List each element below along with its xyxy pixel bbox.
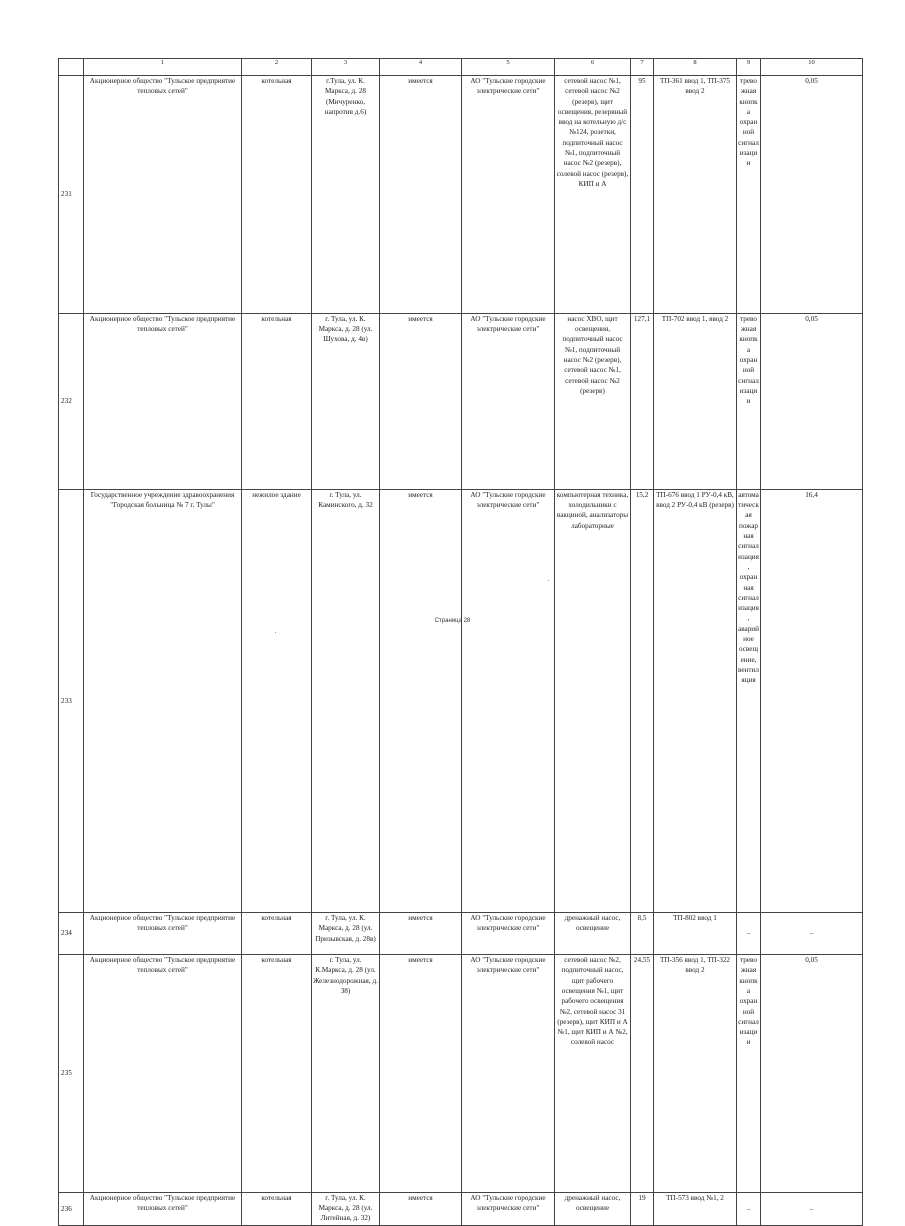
row-number: 233 xyxy=(59,489,84,912)
column-number-corner xyxy=(59,59,84,76)
power-cell: 15,2 xyxy=(631,489,654,912)
alarm-cell: автоматическая пожарная сигнализация, охранная сигнализация, аварийное освещение, вентиляция xyxy=(737,489,761,912)
backup-power-cell: – xyxy=(761,913,863,955)
backup-power-cell: 16,4 xyxy=(761,489,863,912)
page-number: Страница 28 xyxy=(434,618,471,624)
object-type-cell: котельная xyxy=(242,913,312,955)
status-cell: имеется xyxy=(380,313,462,489)
equipment-cell: сетевой насос №1, сетевой насос №2 (резерв), щит освещения, резервный ввод на котельную д/с №124, розетки, подпиточный насос №1, подпиточный насос №2 (резерв), солевой насос (резерв), КИП и А xyxy=(555,76,631,314)
column-number: 6 xyxy=(555,59,631,76)
table-row xyxy=(59,489,863,912)
column-number: 2 xyxy=(242,59,312,76)
table-row xyxy=(59,955,863,1193)
equipment-cell: компьютерная техника, холодильники с вакциной, анализаторы лабораторные xyxy=(555,489,631,912)
feed-cell: ТП-361 ввод 1, ТП-375 ввод 2 xyxy=(654,76,737,314)
status-cell: имеется xyxy=(380,1192,462,1225)
organization-cell: Акционерное общество "Тульское предприятие тепловых сетей" xyxy=(84,913,242,955)
supplier-cell: АО "Тульские городские электрические сети" xyxy=(462,76,555,314)
object-type-cell: котельная xyxy=(242,955,312,1193)
power-cell: 24,55 xyxy=(631,955,654,1193)
column-number: 9 xyxy=(737,59,761,76)
row-number: 231 xyxy=(59,76,84,314)
address-cell: г. Тула, ул. К. Маркса, д. 28 (ул. Литейная, д. 32) xyxy=(312,1192,380,1225)
supplier-cell: АО "Тульские городские электрические сети" xyxy=(462,1192,555,1225)
supplier-cell: АО "Тульские городские электрические сети" xyxy=(462,913,555,955)
column-number: 4 xyxy=(380,59,462,76)
equipment-cell: дренажный насос, освещение xyxy=(555,1192,631,1225)
status-cell: имеется xyxy=(380,955,462,1193)
column-number: 7 xyxy=(631,59,654,76)
alarm-cell: тревожная кнопка охранной сигнализации xyxy=(737,313,761,489)
power-cell: 8,5 xyxy=(631,913,654,955)
row-number: 232 xyxy=(59,313,84,489)
column-number: 8 xyxy=(654,59,737,76)
alarm-cell: тревожная кнопка охранной сигнализации xyxy=(737,76,761,314)
object-type-cell: нежилое здание xyxy=(242,489,312,912)
object-type-cell: котельная xyxy=(242,313,312,489)
row-number: 236 xyxy=(59,1192,84,1225)
supplier-cell: АО "Тульские городские электрические сети" xyxy=(462,313,555,489)
row-number: 235 xyxy=(59,955,84,1193)
organization-cell: Акционерное общество "Тульское предприятие тепловых сетей" xyxy=(84,955,242,1193)
alarm-cell: – xyxy=(737,1192,761,1225)
status-cell: имеется xyxy=(380,913,462,955)
column-number: 5 xyxy=(462,59,555,76)
table-row xyxy=(59,313,863,489)
alarm-cell: тревожная кнопка охранной сигнализации xyxy=(737,955,761,1193)
column-number: 10 xyxy=(761,59,863,76)
organization-cell: Акционерное общество "Тульское предприятие тепловых сетей" xyxy=(84,1192,242,1225)
organization-cell: Акционерное общество "Тульское предприятие тепловых сетей" xyxy=(84,76,242,314)
backup-power-cell: – xyxy=(761,1192,863,1225)
equipment-cell: насос ХВО, щит освещения, подпиточный насос №1, подпиточный насос №2 (резерв), сетевой насос №1, сетевой насос №2 (резерв) xyxy=(555,313,631,489)
feed-cell: ТП-702 ввод 1, ввод 2 xyxy=(654,313,737,489)
backup-power-cell: 0,05 xyxy=(761,955,863,1193)
power-cell: 95 xyxy=(631,76,654,314)
alarm-cell: – xyxy=(737,913,761,955)
power-cell: 19 xyxy=(631,1192,654,1225)
address-cell: г. Тула, ул. Каминского, д. 32 xyxy=(312,489,380,912)
scan-speck xyxy=(275,632,276,633)
address-cell: г. Тула, ул. К. Маркса, д. 28 (ул. Шухова, д. 4в) xyxy=(312,313,380,489)
feed-cell: ТП-356 ввод 1, ТП-322 ввод 2 xyxy=(654,955,737,1193)
status-cell: имеется xyxy=(380,76,462,314)
object-type-cell: котельная xyxy=(242,76,312,314)
organization-cell: Акционерное общество "Тульское предприятие тепловых сетей" xyxy=(84,313,242,489)
equipment-cell: дренажный насос, освещение xyxy=(555,913,631,955)
supplier-cell: АО "Тульские городские электрические сети" xyxy=(462,955,555,1193)
backup-power-cell: 0,05 xyxy=(761,76,863,314)
scan-speck xyxy=(548,580,549,581)
feed-cell: ТП-573 ввод №1, 2 xyxy=(654,1192,737,1225)
feed-cell: ТП-676 ввод 1 РУ-0,4 кВ, ввод 2 РУ-0,4 кВ (резерв) xyxy=(654,489,737,912)
supplier-cell: АО "Тульские городские электрические сети" xyxy=(462,489,555,912)
table-row xyxy=(59,1192,863,1225)
table-row xyxy=(59,76,863,314)
power-cell: 127,1 xyxy=(631,313,654,489)
address-cell: г. Тула, ул. К.Маркса, д. 28 (ул. Железнодорожная, д. 38) xyxy=(312,955,380,1193)
table-row xyxy=(59,913,863,955)
feed-cell: ТП-802 ввод 1 xyxy=(654,913,737,955)
address-cell: г. Тула, ул. К. Маркса, д. 28 (ул. Призывская, д. 28в) xyxy=(312,913,380,955)
column-number: 3 xyxy=(312,59,380,76)
row-number: 234 xyxy=(59,913,84,955)
equipment-cell: сетевой насос №2, подпиточный насос, щит рабочего освещения №1, щит рабочего освещения №2, сетевой насос 31 (резерв), щит КИП и А №1, щит КИП и А №2, солевой насос xyxy=(555,955,631,1193)
column-number-row xyxy=(59,59,863,76)
register-table xyxy=(58,58,863,1226)
column-number: 1 xyxy=(84,59,242,76)
address-cell: г.Тула, ул. К. Маркса, д. 28 (Мичуренко, напротив д.6) xyxy=(312,76,380,314)
status-cell: имеется xyxy=(380,489,462,912)
object-type-cell: котельная xyxy=(242,1192,312,1225)
organization-cell: Государственное учреждение здравоохранения "Городская больница № 7 г. Тулы" xyxy=(84,489,242,912)
backup-power-cell: 0,05 xyxy=(761,313,863,489)
